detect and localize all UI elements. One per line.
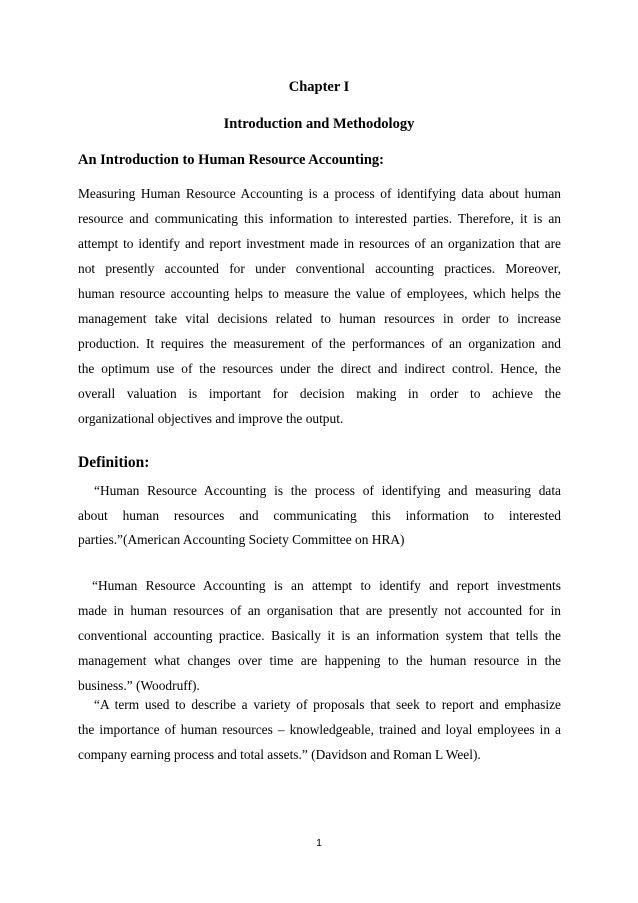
intro-line: not presently accounted for under conventional accounting practices. Moreover, bbox=[78, 261, 561, 276]
intro-line: management take vital decisions related to human resources in order to increase bbox=[78, 311, 561, 326]
intro-line: resource and communicating this information to interested parties. Therefore, it is an bbox=[78, 211, 561, 226]
intro-line: production. It requires the measurement of the performances of an organization and bbox=[78, 336, 561, 351]
intro-line: Measuring Human Resource Accounting is a process of identifying data about human bbox=[78, 186, 561, 201]
definition-line: business.” (Woodruff). bbox=[78, 678, 200, 693]
definition-line: “Human Resource Accounting is an attempt to identify and report investments bbox=[92, 578, 561, 593]
definition-line: about human resources and communicating this information to interested bbox=[78, 508, 561, 523]
definition-heading: Definition: bbox=[78, 454, 150, 471]
chapter-title: Chapter I bbox=[288, 79, 350, 95]
intro-line: organizational objectives and improve the output. bbox=[78, 411, 344, 426]
chapter-subtitle: Introduction and Methodology bbox=[223, 116, 415, 132]
definition-line: company earning process and total assets.” (Davidson and Roman L Weel). bbox=[78, 747, 481, 762]
definition-line: made in human resources of an organisation that are presently not accounted for in bbox=[78, 603, 561, 618]
intro-heading: An Introduction to Human Resource Accounting: bbox=[78, 152, 385, 168]
definition-line: parties.”(American Accounting Society Committee on HRA) bbox=[78, 532, 405, 547]
intro-line: human resource accounting helps to measure the value of employees, which helps the bbox=[78, 286, 561, 301]
intro-line: overall valuation is important for decision making in order to achieve the bbox=[78, 386, 561, 401]
intro-line: attempt to identify and report investment made in resources of an organization that are bbox=[78, 236, 561, 251]
definition-line: conventional accounting practice. Basically it is an information system that tells the bbox=[78, 628, 561, 643]
definition-line: “Human Resource Accounting is the process of identifying and measuring data bbox=[94, 483, 561, 498]
page-number: 1 bbox=[316, 837, 322, 849]
definition-line: the importance of human resources – knowledgeable, trained and loyal employees in a bbox=[78, 722, 561, 737]
definition-line: management what changes over time are happening to the human resource in the bbox=[78, 653, 561, 668]
intro-line: the optimum use of the resources under the direct and indirect control. Hence, the bbox=[78, 361, 561, 376]
definition-line: “A term used to describe a variety of proposals that seek to report and emphasize bbox=[94, 697, 561, 712]
